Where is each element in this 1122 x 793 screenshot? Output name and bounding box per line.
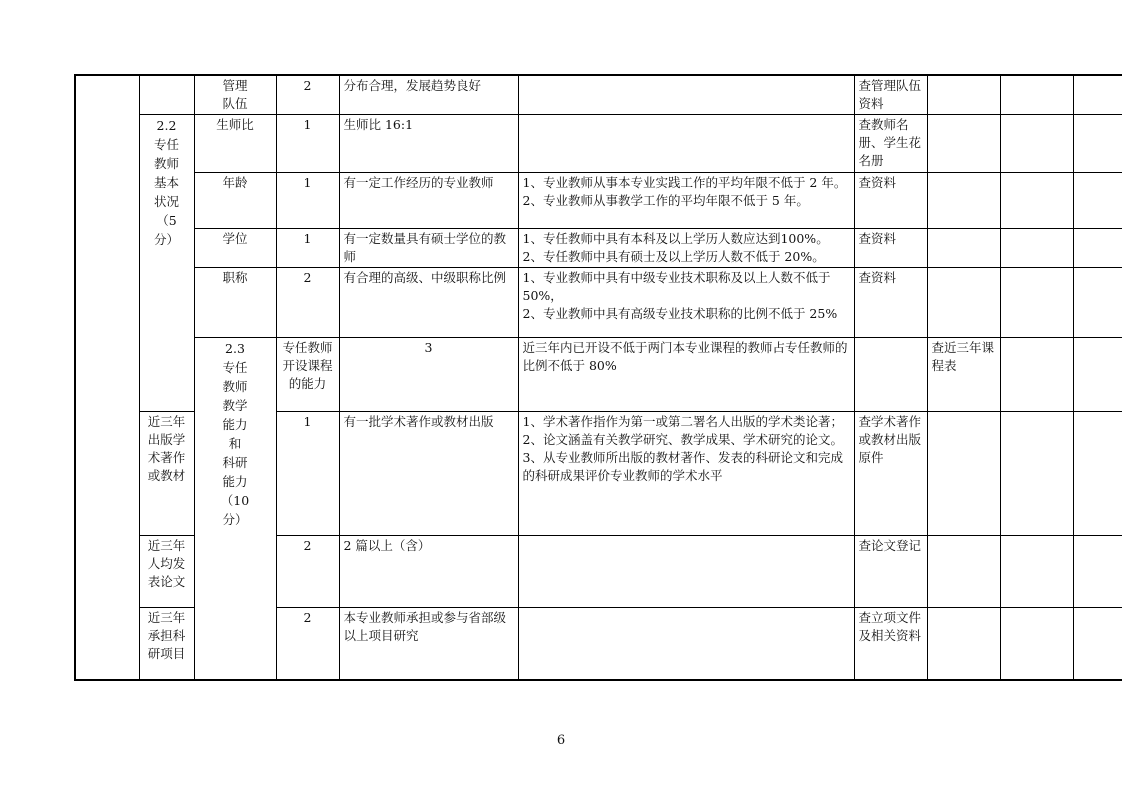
item-cell: 近三年人均发表论文 [139, 536, 194, 608]
method-cell: 查近三年课程表 [927, 338, 1000, 412]
score-column-cell [927, 412, 1000, 536]
detail-cell [518, 536, 854, 608]
score-cell: 2 [276, 75, 339, 115]
method-cell: 查教师名册、学生花名册 [854, 115, 927, 173]
score-column-cell [1000, 115, 1073, 173]
score-column-cell [1073, 268, 1122, 338]
score-cell: 1 [276, 173, 339, 229]
score-column-cell [1000, 173, 1073, 229]
standard-cell: 有一定数量具有硕士学位的教师 [339, 229, 518, 268]
table-row [75, 338, 1122, 412]
first-level-cell [75, 75, 139, 680]
score-column-cell [1073, 229, 1122, 268]
item-cell: 生师比 [194, 115, 276, 173]
standard-cell: 近三年内已开设不低于两门本专业课程的教师占专任教师的比例不低于 80% [518, 338, 854, 412]
detail-cell: 1、学术著作指作为第一或第二署名人出版的学术类论著； 2、论文涵盖有关教学研究、教学成果、学术研究的论文。 3、从专业教师所出版的教材著作、发表的科研论文和完成的科研成果评价专业教师的学术水平 [518, 412, 854, 536]
page-number: 6 [556, 733, 566, 748]
table-row [75, 75, 1122, 115]
score-column-cell [927, 536, 1000, 608]
table-row [75, 229, 1122, 268]
method-cell: 查论文登记 [854, 536, 927, 608]
table-row [75, 268, 1122, 338]
detail-cell: 1、专业教师从事本专业实践工作的平均年限不低于 2 年。 2、专业教师从事教学工作的平均年限不低于 5 年。 [518, 173, 854, 229]
detail-cell [518, 608, 854, 680]
standard-cell: 本专业教师承担或参与省部级以上项目研究 [339, 608, 518, 680]
section-2-2-cell: 2.2 专任 教师 基本 状况 （5 分） [139, 115, 194, 412]
method-cell: 查资料 [854, 173, 927, 229]
score-column-cell [1000, 338, 1073, 412]
score-column-cell [1000, 229, 1073, 268]
item-cell: 专任教师开设课程的能力 [276, 338, 339, 412]
score-column-cell [1073, 608, 1122, 680]
method-cell: 查立项文件及相关资料 [854, 608, 927, 680]
score-column-cell [927, 75, 1000, 115]
standard-cell: 生师比 16:1 [339, 115, 518, 173]
item-cell: 近三年出版学术著作或教材 [139, 412, 194, 536]
score-cell: 1 [276, 115, 339, 173]
score-column-cell [1073, 75, 1122, 115]
score-column-cell [1073, 338, 1122, 412]
score-column-cell [1000, 536, 1073, 608]
detail-cell [518, 115, 854, 173]
standard-cell: 有一批学术著作或教材出版 [339, 412, 518, 536]
score-column-cell [1000, 75, 1073, 115]
score-column-cell [1073, 115, 1122, 173]
score-column-cell [927, 173, 1000, 229]
evaluation-table [74, 74, 1122, 681]
standard-cell: 分布合理，发展趋势良好 [339, 75, 518, 115]
section-2-3-cell: 2.3 专任 教师 教学 能力 和 科研 能力 （10 分） [194, 338, 276, 680]
section-cell [139, 75, 194, 115]
score-column-cell [1000, 608, 1073, 680]
score-cell: 3 [339, 338, 518, 412]
method-cell: 查管理队伍资料 [854, 75, 927, 115]
item-cell: 管理 队伍 [194, 75, 276, 115]
score-column-cell [927, 229, 1000, 268]
method-cell: 查资料 [854, 229, 927, 268]
detail-cell [854, 338, 927, 412]
method-cell: 查学术著作或教材出版原件 [854, 412, 927, 536]
score-column-cell [1073, 536, 1122, 608]
score-cell: 1 [276, 229, 339, 268]
score-cell: 2 [276, 536, 339, 608]
table-row [75, 173, 1122, 229]
score-column-cell [1073, 173, 1122, 229]
score-cell: 2 [276, 608, 339, 680]
standard-cell: 2 篇以上（含） [339, 536, 518, 608]
score-column-cell [927, 268, 1000, 338]
score-column-cell [927, 115, 1000, 173]
score-column-cell [1000, 412, 1073, 536]
detail-cell: 1、专业教师中具有中级专业技术职称及以上人数不低于 50%， 2、专业教师中具有高级专业技术职称的比例不低于 25% [518, 268, 854, 338]
item-cell: 年龄 [194, 173, 276, 229]
score-cell: 1 [276, 412, 339, 536]
method-cell: 查资料 [854, 268, 927, 338]
standard-cell: 有一定工作经历的专业教师 [339, 173, 518, 229]
item-cell: 学位 [194, 229, 276, 268]
score-column-cell [1073, 412, 1122, 536]
table-row [75, 115, 1122, 173]
item-cell: 近三年承担科研项目 [139, 608, 194, 680]
detail-cell: 1、专任教师中具有本科及以上学历人数应达到100%。 2、专任教师中具有硕士及以上学历人数不低于 20%。 [518, 229, 854, 268]
standard-cell: 有合理的高级、中级职称比例 [339, 268, 518, 338]
score-column-cell [927, 608, 1000, 680]
score-column-cell [1000, 268, 1073, 338]
detail-cell [518, 75, 854, 115]
score-cell: 2 [276, 268, 339, 338]
item-cell: 职称 [194, 268, 276, 338]
